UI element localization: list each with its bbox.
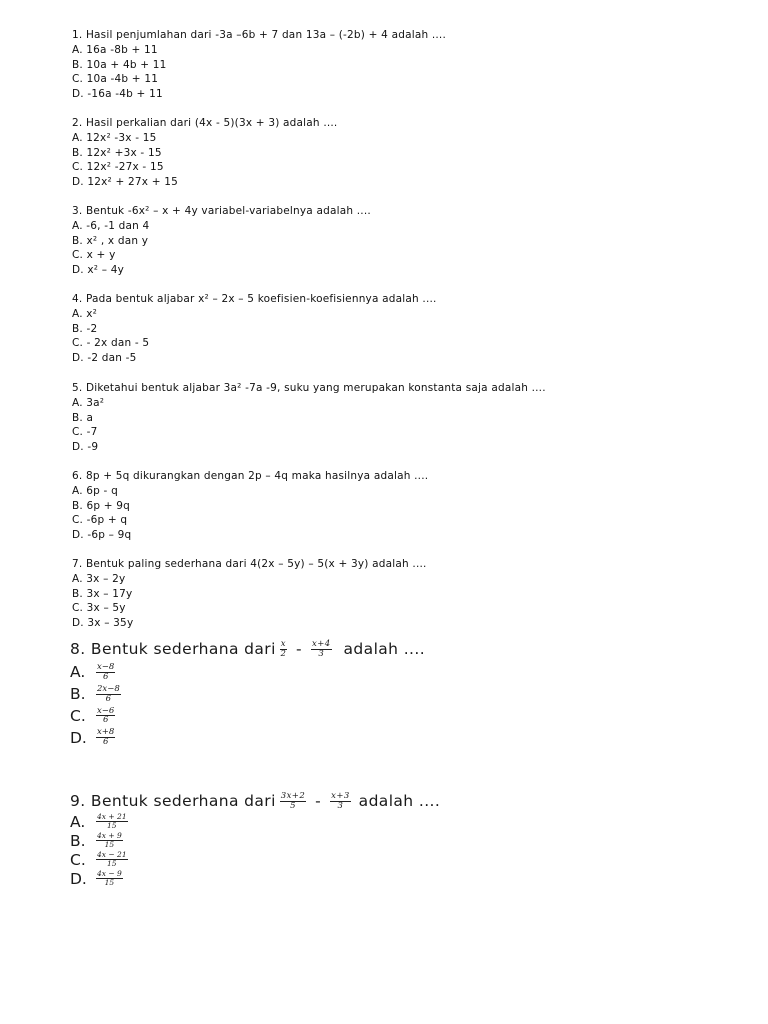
- question-stem: [70, 640, 425, 659]
- minus-sign: -: [315, 792, 322, 811]
- option-letter: B.: [70, 831, 86, 850]
- option-c: C. - 2x dan - 5: [72, 337, 150, 350]
- fraction-denominator: 15: [104, 840, 115, 850]
- option-d: D. 12x² + 27x + 15: [72, 176, 179, 189]
- fraction-denominator: 5: [290, 800, 296, 811]
- question-9: [70, 792, 440, 888]
- option-a: A. 6p - q: [72, 484, 118, 497]
- fraction-numerator: 4x − 9: [97, 869, 122, 879]
- option-a: A. 16a -8b + 11: [72, 43, 158, 56]
- stem-prefix: 9. Bentuk sederhana dari: [70, 792, 276, 811]
- option-fraction: [96, 813, 128, 830]
- question-1: [72, 28, 446, 102]
- question-stem: 4. Pada bentuk aljabar x² – 2x – 5 koefisien-koefisiennya adalah ....: [72, 293, 437, 305]
- fraction-numerator: 4x + 9: [97, 831, 122, 841]
- option-b: B. 12x² +3x - 15: [72, 146, 162, 159]
- fraction-numerator: 4x − 21: [97, 850, 127, 860]
- question-stem: 2. Hasil perkalian dari (4x - 5)(3x + 3) adalah ....: [72, 117, 338, 129]
- fraction-term-2: [311, 640, 332, 659]
- option-fraction: [96, 707, 115, 726]
- option-c: C. 12x² -27x - 15: [72, 161, 164, 174]
- option-a: A. 3a²: [72, 396, 105, 409]
- fraction-denominator: 15: [104, 878, 115, 888]
- option-letter: C.: [70, 706, 86, 725]
- option-c: [70, 851, 440, 869]
- option-fraction: [96, 870, 123, 887]
- question-stem: 5. Diketahui bentuk aljabar 3a² -7a -9, suku yang merupakan konstanta saja adalah ....: [72, 382, 546, 394]
- option-d: D. x² – 4y: [72, 264, 125, 277]
- question-stem: 3. Bentuk -6x² – x + 4y variabel-variabelnya adalah ....: [72, 205, 371, 217]
- fraction-denominator: 3: [337, 800, 344, 811]
- option-c: C. x + y: [72, 249, 116, 262]
- option-a: A. 12x² -3x - 15: [72, 131, 157, 144]
- option-a: A. x²: [72, 307, 98, 320]
- option-letter: D.: [70, 869, 87, 888]
- fraction-numerator: 4x + 21: [97, 812, 127, 822]
- option-b: B. a: [72, 411, 94, 424]
- option-c: C. 3x – 5y: [72, 602, 126, 615]
- option-letter: C.: [70, 850, 86, 869]
- stem-suffix: adalah ....: [358, 792, 441, 811]
- option-d: D. -16a -4b + 11: [72, 88, 163, 101]
- option-c: C. -6p + q: [72, 514, 128, 527]
- fraction-numerator: x−8: [97, 661, 115, 672]
- option-b: B. 10a + 4b + 11: [72, 58, 167, 71]
- fraction-denominator: 2: [280, 648, 287, 659]
- option-d: D. -9: [72, 441, 99, 454]
- fraction-term-1: [280, 640, 287, 659]
- option-a: [70, 663, 425, 682]
- fraction-denominator: 15: [107, 821, 117, 831]
- fraction-numerator: 3x+2: [280, 791, 306, 801]
- option-letter: D.: [70, 728, 87, 747]
- option-letter: A.: [70, 663, 86, 682]
- option-fraction: [96, 728, 115, 747]
- option-d: D. 3x – 35y: [72, 617, 134, 630]
- option-d: [70, 870, 440, 888]
- minus-sign: -: [296, 640, 302, 659]
- stem-prefix: 8. Bentuk sederhana dari: [70, 640, 276, 659]
- option-b: B. -2: [72, 322, 98, 335]
- option-c: [70, 707, 425, 726]
- fraction-denominator: 6: [102, 715, 109, 726]
- option-d: [70, 728, 425, 747]
- fraction-term-1: [280, 792, 306, 811]
- fraction-denominator: 6: [102, 671, 109, 682]
- option-a: A. 3x – 2y: [72, 572, 126, 585]
- question-stem: 1. Hasil penjumlahan dari -3a –6b + 7 dan 13a – (-2b) + 4 adalah ....: [72, 29, 446, 41]
- stem-suffix: adalah ....: [343, 640, 426, 659]
- option-c: C. 10a -4b + 11: [72, 73, 159, 86]
- question-stem: [70, 792, 440, 811]
- option-fraction: [96, 663, 115, 682]
- fraction-denominator: 3: [318, 648, 325, 659]
- option-b: B. x² , x dan y: [72, 234, 149, 247]
- fraction-numerator: x: [280, 639, 286, 649]
- fraction-denominator: 6: [102, 737, 109, 748]
- question-4: [72, 292, 437, 366]
- option-letter: A.: [70, 812, 86, 831]
- option-b: [70, 685, 425, 704]
- question-2: [72, 116, 337, 190]
- option-fraction: [96, 851, 128, 868]
- fraction-numerator: x−6: [97, 705, 115, 716]
- question-5: [72, 381, 546, 455]
- fraction-term-2: [330, 792, 351, 811]
- fraction-denominator: 6: [105, 693, 112, 704]
- question-8: [70, 640, 425, 747]
- option-d: D. -2 dan -5: [72, 352, 137, 365]
- option-b: B. 6p + 9q: [72, 499, 131, 512]
- question-3: [72, 204, 371, 278]
- fraction-numerator: 2x−8: [97, 683, 120, 694]
- option-a: [70, 813, 440, 831]
- option-a: A. -6, -1 dan 4: [72, 219, 150, 232]
- question-stem: 6. 8p + 5q dikurangkan dengan 2p – 4q maka hasilnya adalah ....: [72, 470, 429, 482]
- question-6: [72, 469, 428, 543]
- fraction-numerator: x+8: [97, 727, 115, 738]
- fraction-numerator: x+4: [312, 639, 331, 649]
- option-b: B. 3x – 17y: [72, 587, 133, 600]
- option-b: [70, 832, 440, 850]
- fraction-denominator: 15: [107, 859, 117, 869]
- question-stem: 7. Bentuk paling sederhana dari 4(2x – 5y) – 5(x + 3y) adalah ....: [72, 558, 427, 570]
- question-7: [72, 557, 427, 631]
- option-d: D. -6p – 9q: [72, 529, 132, 542]
- option-fraction: [96, 832, 123, 849]
- option-fraction: [96, 685, 121, 704]
- fraction-numerator: x+3: [331, 791, 350, 801]
- option-letter: B.: [70, 685, 86, 704]
- option-c: C. -7: [72, 426, 98, 439]
